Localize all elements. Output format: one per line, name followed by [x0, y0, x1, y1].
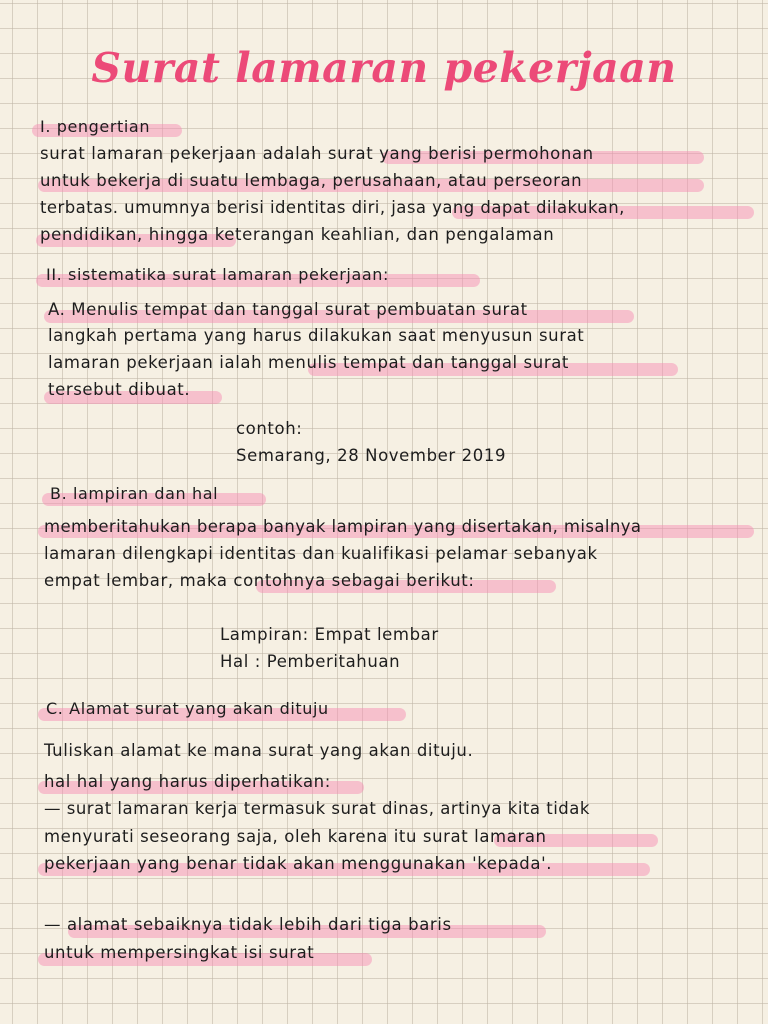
example-line: Hal : Pemberitahuan: [220, 652, 401, 671]
paragraph-line: langkah pertama yang harus dilakukan saat menyusun surat: [48, 326, 585, 345]
subsection-heading: C. Alamat surat yang akan dituju: [46, 699, 329, 718]
paragraph-line: terbatas. umumnya berisi identitas diri, jasa yang dapat dilakukan,: [40, 198, 625, 217]
paragraph-line: surat lamaran pekerjaan adalah surat yang berisi permohonan: [40, 144, 594, 163]
paragraph-line: Tuliskan alamat ke mana surat yang akan dituju.: [44, 741, 474, 760]
example-line: Lampiran: Empat lembar: [220, 625, 439, 644]
note-line: — surat lamaran kerja termasuk surat dinas, artinya kita tidak: [44, 799, 590, 818]
paragraph-line: memberitahukan berapa banyak lampiran yang disertakan, misalnya: [44, 517, 642, 536]
note-line: menyurati seseorang saja, oleh karena itu surat lamaran: [44, 827, 547, 846]
paragraph-line: untuk bekerja di suatu lembaga, perusahaan, atau perseoran: [40, 171, 583, 190]
subsection-heading: B. lampiran dan hal: [50, 484, 219, 503]
example-label: contoh:: [236, 419, 303, 438]
paragraph-line: empat lembar, maka contohnya sebagai berikut:: [44, 571, 475, 590]
page-title: Surat lamaran pekerjaan: [91, 44, 677, 92]
example-value: Semarang, 28 November 2019: [236, 446, 507, 465]
section-heading: I. pengertian: [40, 117, 151, 136]
note-line: untuk mempersingkat isi surat: [44, 943, 315, 962]
paragraph-line: tersebut dibuat.: [48, 380, 191, 399]
paragraph-line: lamaran dilengkapi identitas dan kualifikasi pelamar sebanyak: [44, 544, 598, 563]
paragraph-line: lamaran pekerjaan ialah menulis tempat dan tanggal surat: [48, 353, 569, 372]
paragraph-line: pendidikan, hingga keterangan keahlian, dan pengalaman: [40, 225, 555, 244]
section-heading: II. sistematika surat lamaran pekerjaan:: [46, 265, 389, 284]
subsection-heading: A. Menulis tempat dan tanggal surat pembuatan surat: [48, 300, 528, 319]
note-heading: hal hal yang harus diperhatikan:: [44, 772, 331, 791]
note-line: pekerjaan yang benar tidak akan menggunakan 'kepada'.: [44, 854, 553, 873]
note-line: — alamat sebaiknya tidak lebih dari tiga baris: [44, 915, 452, 934]
